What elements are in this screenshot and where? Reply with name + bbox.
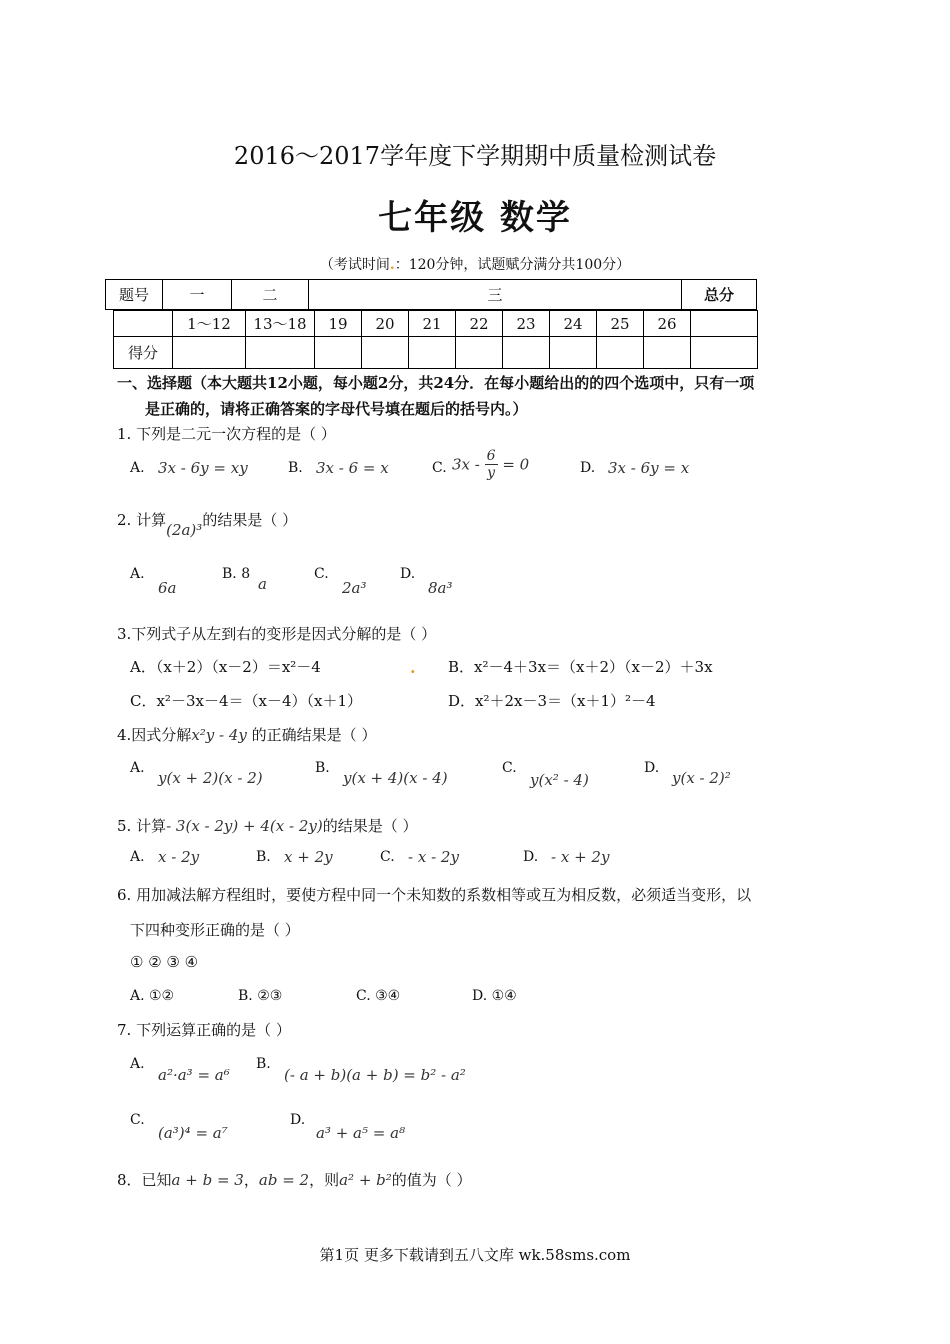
stray-dot: . <box>410 658 416 677</box>
q4-a-label: A. <box>130 760 145 776</box>
q8-pre: 8．已知 <box>117 1171 172 1189</box>
exam-note <box>0 254 950 274</box>
cell-two: 二 <box>232 280 309 310</box>
q5-a: x - 2y <box>158 848 200 866</box>
q5-c-label: C. <box>380 849 395 865</box>
q4-stem-math: x²y - 4y <box>191 726 247 744</box>
q1-b: 3x - 6 = x <box>316 459 389 477</box>
q4-stem <box>117 724 376 745</box>
q5-c: - x - 2y <box>408 848 459 866</box>
q8-math1: a + b = 3 <box>171 1171 244 1189</box>
q6-stem-line2: 下四种变形正确的是（ ） <box>130 921 300 939</box>
q7-d: a³ + a⁵ = a⁸ <box>316 1124 406 1142</box>
score-cell[interactable] <box>362 337 409 369</box>
q1-a-label: A. <box>130 460 145 476</box>
q7-a-label: A. <box>130 1056 145 1072</box>
score-cell[interactable] <box>550 337 597 369</box>
q1-b-label: B. <box>288 460 303 476</box>
q7-d-label: D. <box>290 1112 306 1128</box>
q2-stem <box>117 509 298 539</box>
q1-c-post: = 0 <box>502 455 530 474</box>
q5-a-label: A. <box>130 849 145 865</box>
score-cell[interactable] <box>456 337 503 369</box>
q1-c-den: y <box>487 465 496 481</box>
cell-blank <box>114 311 173 337</box>
q3-b: B．x²－4＋3x＝（x＋2）（x－2）＋3x <box>448 658 713 676</box>
q6-option-d: D. ①④ <box>472 988 517 1004</box>
q4-d-label: D. <box>644 760 660 776</box>
score-cell[interactable] <box>409 337 456 369</box>
score-table-body <box>113 310 758 369</box>
q5-stem <box>117 815 417 836</box>
section1-line1: 一、选择题（本大题共12小题，每小题2分，共24分．在每小题给出的的四个选项中，只有一项 <box>117 374 755 392</box>
note-prefix: （考试时间 <box>319 257 390 273</box>
cell-1-12: 1～12 <box>173 311 246 337</box>
score-table-header <box>105 279 757 310</box>
q1-d-label: D. <box>580 460 596 476</box>
q1-c <box>452 448 529 481</box>
q5-b-label: B. <box>256 849 271 865</box>
q8-post: 的值为（ ） <box>391 1171 472 1189</box>
note-dot: . <box>389 257 395 273</box>
q4-b-label: B. <box>315 760 330 776</box>
q8-sep: ， <box>243 1171 259 1189</box>
q2-stem-pre: 2. 计算 <box>117 511 167 529</box>
cell-one: 一 <box>163 280 232 310</box>
cell-blank-total <box>691 311 758 337</box>
q1-c-label: C. <box>432 460 447 476</box>
cell-20: 20 <box>362 311 409 337</box>
q2-b: a <box>258 575 267 593</box>
q1-c-fraction <box>485 448 498 481</box>
exam-subtitle: 七年级 数学 <box>378 198 572 238</box>
exam-title: 2016～2017学年度下学期期中质量检测试卷 <box>233 142 717 170</box>
score-cell[interactable] <box>597 337 644 369</box>
q8-stem <box>117 1169 472 1190</box>
q2-d: 8a³ <box>428 579 453 597</box>
q1-stem: 1. 下列是二元一次方程的是（ ） <box>117 425 336 443</box>
q2-b-label: B. 8 <box>222 566 251 582</box>
q3-a: A．（x＋2）（x－2）＝x²－4 <box>130 658 321 676</box>
page-footer: 第1页 更多下载请到五八文库 wk.58sms.com <box>319 1246 631 1264</box>
q8-math2: ab = 2 <box>258 1171 310 1189</box>
q5-d: - x + 2y <box>551 848 610 866</box>
q7-b: (- a + b)(a + b) = b² - a² <box>284 1066 466 1084</box>
cell-25: 25 <box>597 311 644 337</box>
cell-23: 23 <box>503 311 550 337</box>
q2-a: 6a <box>158 579 177 597</box>
score-cell[interactable] <box>691 337 758 369</box>
cell-tihao: 题号 <box>106 280 163 310</box>
q4-stem-post: 的正确结果是（ ） <box>251 726 377 744</box>
q7-b-label: B. <box>256 1056 271 1072</box>
cell-22: 22 <box>456 311 503 337</box>
q5-d-label: D. <box>523 849 539 865</box>
q5-b: x + 2y <box>284 848 333 866</box>
q1-a: 3x - 6y = xy <box>158 459 248 477</box>
q1-c-num: 6 <box>486 448 496 464</box>
q5-stem-post: 的结果是（ ） <box>322 817 418 835</box>
q2-c: 2a³ <box>342 579 367 597</box>
q2-stem-math: (2a)³ <box>166 521 203 539</box>
cell-24: 24 <box>550 311 597 337</box>
q7-c: (a³)⁴ = a⁷ <box>158 1124 228 1142</box>
q4-a: y(x + 2)(x - 2) <box>158 769 263 787</box>
q5-stem-math: - 3(x - 2y) + 4(x - 2y) <box>166 817 323 835</box>
q4-stem-pre: 4.因式分解 <box>117 726 192 744</box>
q2-a-label: A. <box>130 566 145 582</box>
cell-three: 三 <box>309 280 682 310</box>
q4-d: y(x - 2)² <box>672 769 731 787</box>
score-cell[interactable] <box>246 337 315 369</box>
section1-line2: 是正确的，请将正确答案的字母代号填在题后的括号内。） <box>145 400 528 418</box>
q1-c-pre: 3x - <box>452 455 480 474</box>
score-cell[interactable] <box>503 337 550 369</box>
q2-c-label: C. <box>314 566 329 582</box>
q2-d-label: D. <box>400 566 416 582</box>
q6-option-b: B. ②③ <box>238 988 283 1004</box>
q3-c: C．x²－3x－4＝（x－4）（x＋1） <box>130 692 363 710</box>
cell-score-label: 得分 <box>114 337 173 369</box>
q4-b: y(x + 4)(x - 4) <box>343 769 448 787</box>
cell-13-18: 13～18 <box>246 311 315 337</box>
q2-stem-post: 的结果是（ ） <box>202 511 298 529</box>
cell-21: 21 <box>409 311 456 337</box>
q7-c-label: C. <box>130 1112 145 1128</box>
q6-stem-line1: 6. 用加减法解方程组时，要使方程中同一个未知数的系数相等或互为相反数，必须适当变形，以 <box>117 886 752 904</box>
q3-d: D．x²＋2x－3＝（x＋1）²－4 <box>448 692 656 710</box>
q6-option-a: A. ①② <box>130 988 175 1004</box>
q7-a: a²·a³ = a⁶ <box>158 1066 230 1084</box>
score-cell[interactable] <box>173 337 246 369</box>
q4-c: y(x² - 4) <box>530 771 589 789</box>
q6-items: ① ② ③ ④ <box>130 953 199 971</box>
cell-19: 19 <box>315 311 362 337</box>
note-rest: ：120分钟，试题赋分满分共100分） <box>394 257 631 273</box>
q8-math3: a² + b² <box>339 1171 392 1189</box>
score-cell[interactable] <box>644 337 691 369</box>
q6-option-c: C. ③④ <box>356 988 401 1004</box>
score-cell[interactable] <box>315 337 362 369</box>
q1-d: 3x - 6y = x <box>608 459 690 477</box>
q7-stem: 7. 下列运算正确的是（ ） <box>117 1021 291 1039</box>
q4-c-label: C. <box>502 760 517 776</box>
cell-26: 26 <box>644 311 691 337</box>
q8-mid: ，则 <box>309 1171 340 1189</box>
q3-stem: 3.下列式子从左到右的变形是因式分解的是（ ） <box>117 625 437 643</box>
q5-stem-pre: 5. 计算 <box>117 817 167 835</box>
cell-total: 总分 <box>682 280 757 310</box>
